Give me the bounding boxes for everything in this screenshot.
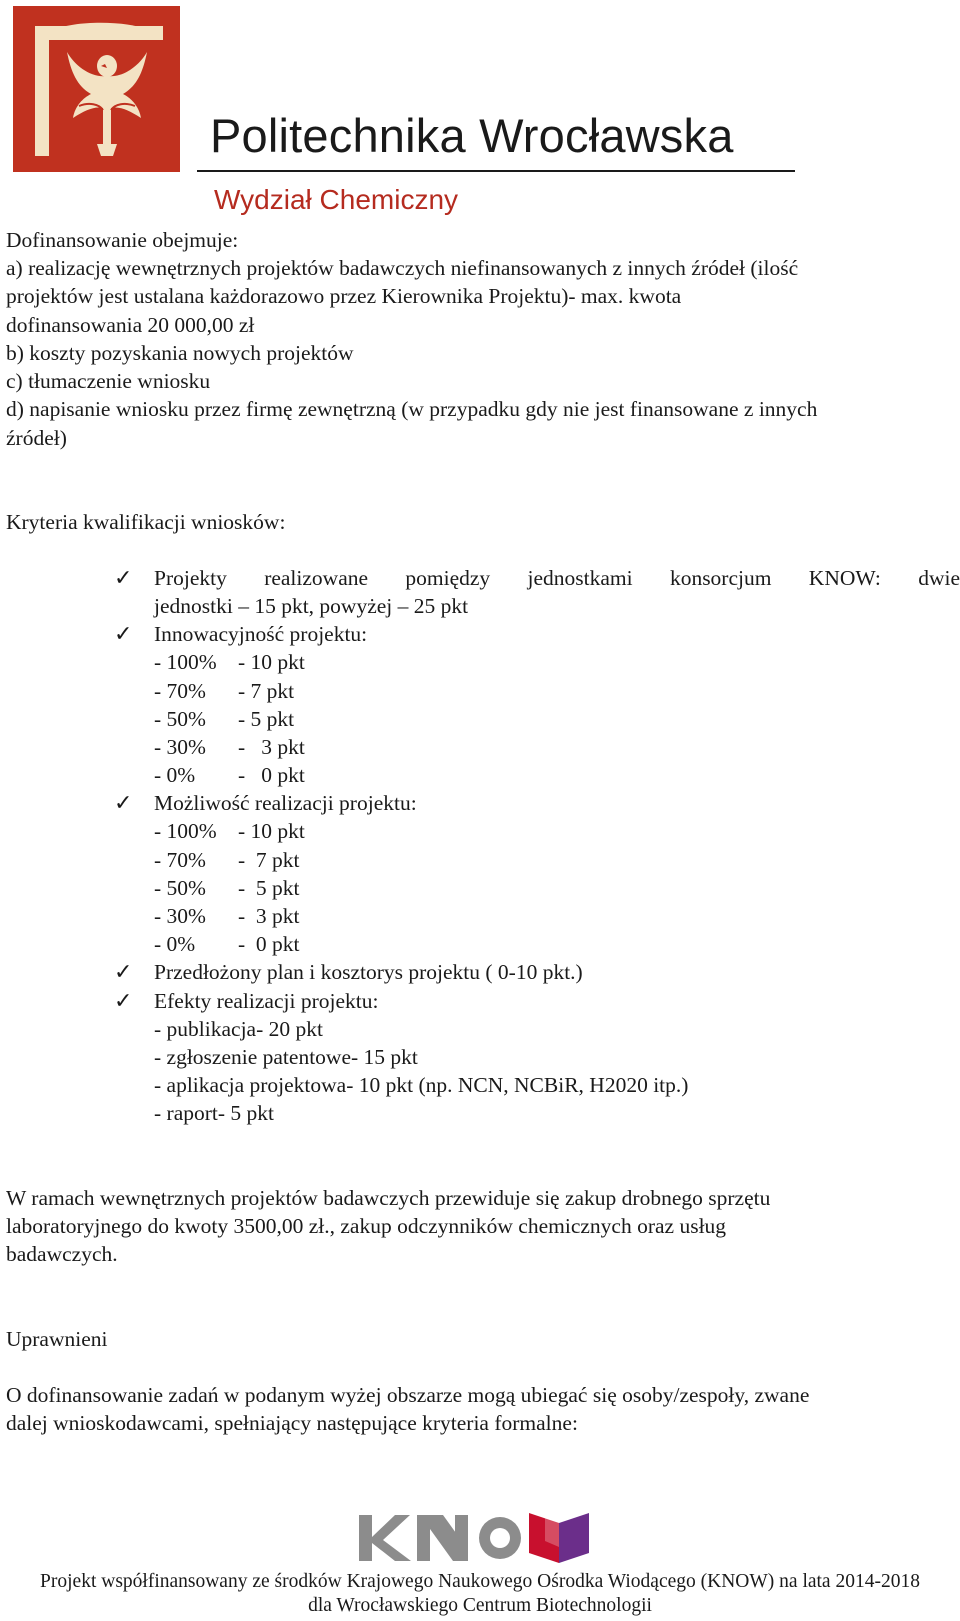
checkmark-icon: ✓ — [114, 791, 133, 816]
score-row: - 30% - 3 pkt — [154, 904, 300, 928]
effect-row: - aplikacja projektowa- 10 pkt (np. NCN, NCBiR, H2020 itp.) — [154, 1073, 689, 1097]
criteria-word: realizowane — [264, 566, 369, 590]
score-row: - 100% - 10 pkt — [154, 819, 305, 843]
funding-line: źródeł) — [6, 426, 67, 450]
score-row: - 100% - 10 pkt — [154, 650, 305, 674]
criteria-item-consortium-detail: jednostki – 15 pkt, powyżej – 25 pkt — [154, 594, 469, 618]
criteria-heading: Kryteria kwalifikacji wniosków: — [6, 510, 286, 534]
score-row: - 30% - 3 pkt — [154, 735, 305, 759]
criteria-word: Projekty — [154, 566, 227, 590]
criteria-item-plan: Przedłożony plan i kosztorys projektu ( 0-10 pkt.) — [154, 960, 583, 984]
criteria-item-feasibility: Możliwość realizacji projektu: — [154, 791, 417, 815]
score-row: - 0% - 0 pkt — [154, 763, 305, 787]
know-logo — [359, 1507, 603, 1567]
funding-line: a) realizację wewnętrznych projektów badawczych niefinansowanych z innych źródeł (ilość — [6, 256, 799, 280]
criteria-item-consortium — [154, 564, 960, 593]
equipment-line: W ramach wewnętrznych projektów badawczych przewiduje się zakup drobnego sprzętu — [6, 1186, 771, 1210]
header-divider — [197, 170, 795, 172]
eligible-line: O dofinansowanie zadań w podanym wyżej obszarze mogą ubiegać się osoby/zespoły, zwane — [6, 1383, 810, 1407]
criteria-item-effects: Efekty realizacji projektu: — [154, 989, 379, 1013]
university-name: Politechnika Wrocławska — [210, 109, 734, 162]
funding-line: dofinansowania 20 000,00 zł — [6, 313, 255, 337]
score-row: - 0% - 0 pkt — [154, 932, 300, 956]
effect-row: - raport- 5 pkt — [154, 1101, 275, 1125]
checkmark-icon: ✓ — [114, 566, 133, 591]
university-logo — [13, 6, 180, 172]
funding-line: c) tłumaczenie wniosku — [6, 369, 211, 393]
funding-line: projektów jest ustalana każdorazowo przez Kierownika Projektu)- max. kwota — [6, 284, 682, 308]
equipment-line: laboratoryjnego do kwoty 3500,00 zł., zakup odczynników chemicznych oraz usług — [6, 1214, 727, 1238]
funding-line: b) koszty pozyskania nowych projektów — [6, 341, 354, 365]
know-logo-icon — [359, 1507, 603, 1567]
criteria-word: jednostkami — [527, 566, 633, 590]
checkmark-icon: ✓ — [114, 960, 133, 985]
checkmark-icon: ✓ — [114, 989, 133, 1014]
eagle-emblem-icon — [13, 6, 180, 172]
criteria-word: pomiędzy — [405, 566, 491, 590]
eligible-heading: Uprawnieni — [6, 1327, 108, 1351]
criteria-item-innovation: Innowacyjność projektu: — [154, 622, 368, 646]
criteria-word: konsorcjum — [669, 566, 772, 590]
equipment-line: badawczych. — [6, 1242, 118, 1266]
footer-line: Projekt współfinansowany ze środków Krajowego Naukowego Ośrodka Wiodącego (KNOW) na lata 2014-2018 — [40, 1571, 920, 1592]
funding-line: d) napisanie wniosku przez firmę zewnętrzną (w przypadku gdy nie jest finansowane z innych — [6, 397, 818, 421]
footer-line: dla Wrocławskiego Centrum Biotechnologii — [308, 1595, 652, 1616]
score-row: - 50% - 5 pkt — [154, 707, 295, 731]
score-row: - 70% - 7 pkt — [154, 679, 295, 703]
effect-row: - publikacja- 20 pkt — [154, 1017, 323, 1041]
effect-row: - zgłoszenie patentowe- 15 pkt — [154, 1045, 418, 1069]
funding-heading: Dofinansowanie obejmuje: — [6, 228, 239, 252]
faculty-name: Wydział Chemiczny — [214, 184, 459, 215]
criteria-word: dwie — [918, 566, 960, 590]
eligible-line: dalej wnioskodawcami, spełniający następujące kryteria formalne: — [6, 1411, 578, 1435]
score-row: - 70% - 7 pkt — [154, 848, 300, 872]
checkmark-icon: ✓ — [114, 622, 133, 647]
criteria-word: KNOW: — [808, 566, 881, 590]
score-row: - 50% - 5 pkt — [154, 876, 300, 900]
